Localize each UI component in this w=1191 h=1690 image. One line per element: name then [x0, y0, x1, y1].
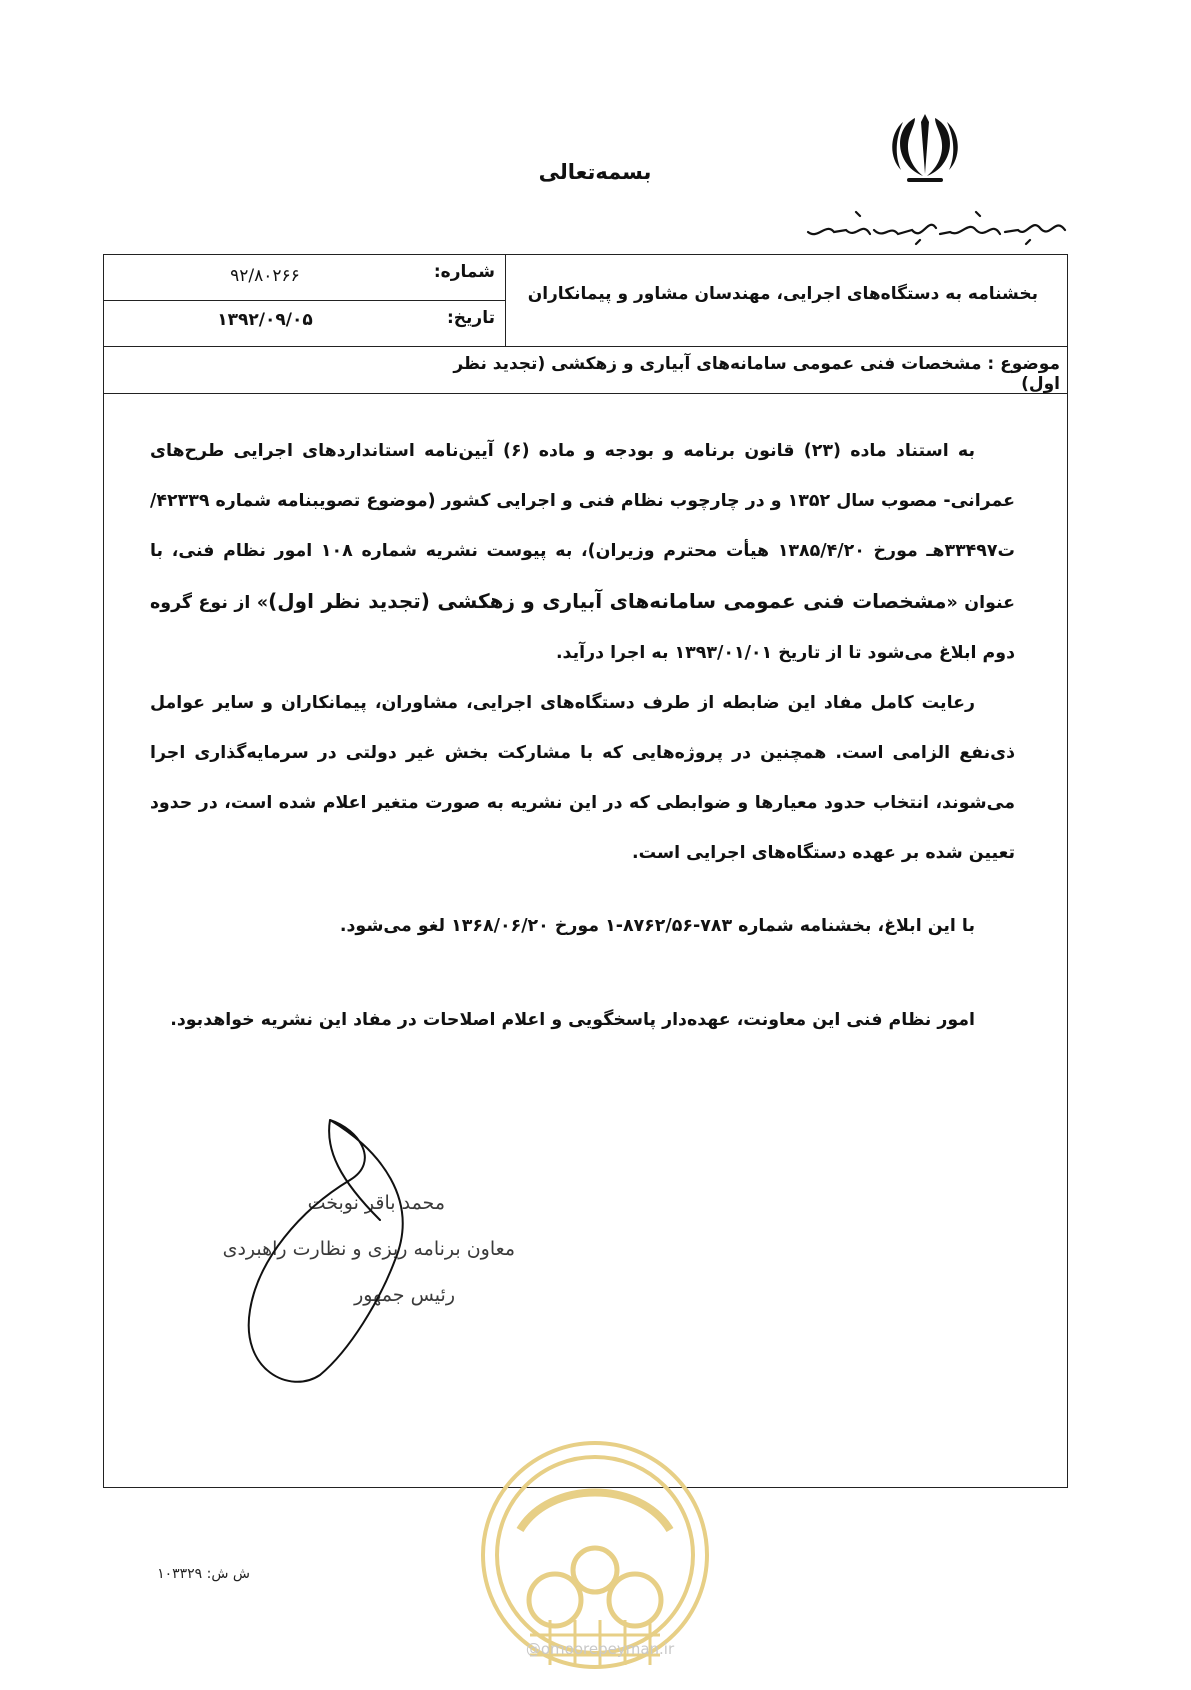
number-value: ۹۲/۸۰۲۶۶ — [230, 266, 300, 286]
iran-emblem-icon — [885, 108, 965, 186]
paragraph-1-end: » از نوع گروه دوم ابلاغ می‌شود تا از تاریخ ۱۳۹۳/۰۱/۰۱ به اجرا درآید. — [150, 593, 1015, 663]
responsibility-notice: امور نظام فنی این معاونت، عهده‌دار پاسخگویی و اعلام اصلاحات در مفاد این نشریه خواهدبود. — [170, 1010, 975, 1030]
paragraph-1 — [150, 426, 1015, 678]
recipients-line: بخشنامه به دستگاه‌های اجرایی، مهندسان مشاور و پیمانکاران — [527, 284, 1038, 304]
number-date-divider — [103, 300, 505, 301]
serial-number: ش ش: ۱۰۳۳۲۹ — [157, 1566, 250, 1582]
date-value: ۱۳۹۲/۰۹/۰۵ — [217, 310, 313, 330]
basmala-heading: بسمه‌تعالی — [538, 160, 652, 184]
date-label: تاریخ: — [447, 308, 495, 328]
site-watermark: @omoorepeyman.ir — [525, 1640, 675, 1658]
publication-title: مشخصات فنی عمومی سامانه‌های آبیاری و زهکشی (تجدید نظر اول) — [268, 589, 947, 613]
number-label: شماره: — [433, 262, 495, 282]
cancellation-notice: با این ابلاغ، بخشنامه شماره ۷۸۳-۸۷۶۲/۵۶-۱ مورخ ۱۳۶۸/۰۶/۲۰ لغو می‌شود. — [339, 916, 975, 936]
handwritten-signature — [230, 1110, 440, 1390]
paragraph-1-intro: به استناد ماده (۲۳) قانون برنامه و بودجه و ماده (۶) آیین‌نامه استانداردهای اجرایی طرح‌های عمرانی- مصوب سال ۱۳۵۲ و در چارچوب نظام فنی و اجرایی کشور (موضوع تصویبنامه شماره ۴۲۳۳۹/ت۳۳۴۹۷هـ مورخ ۱۳۸۵/۴/۲۰ هیأت محترم وزیران)، به پیوست نشریه شماره ۱۰۸ امور نظام فنی، با عنوان « — [150, 441, 1016, 613]
header-divider — [505, 254, 506, 347]
signatory-title: معاون برنامه ریزی و نظارت راهبردی — [222, 1238, 515, 1260]
signatory-name: محمد باقر نوبخت — [307, 1192, 445, 1214]
letter-body — [150, 426, 1015, 878]
organization-calligraphy — [800, 210, 1070, 246]
signatory-org: رئیس جمهور — [354, 1284, 455, 1306]
subject-line: موضوع : مشخصات فنی عمومی سامانه‌های آبیاری و زهکشی (تجدید نظر اول) — [453, 354, 1060, 394]
paragraph-2: رعایت کامل مفاد این ضابطه از طرف دستگاه‌های اجرایی، مشاوران، پیمانکاران و سایر عوامل ذی‌نفع الزامی است. همچنین در پروژه‌هایی که با مشارکت بخش غیر دولتی در سرمایه‌گذاری اجرا می‌شوند، انتخاب حدود معیارها و ضوابطی که در این نشریه به صورت متغیر اعلام شده است، در حدود تعیین شده بر عهده دستگاه‌های اجرایی است. — [150, 693, 1015, 863]
